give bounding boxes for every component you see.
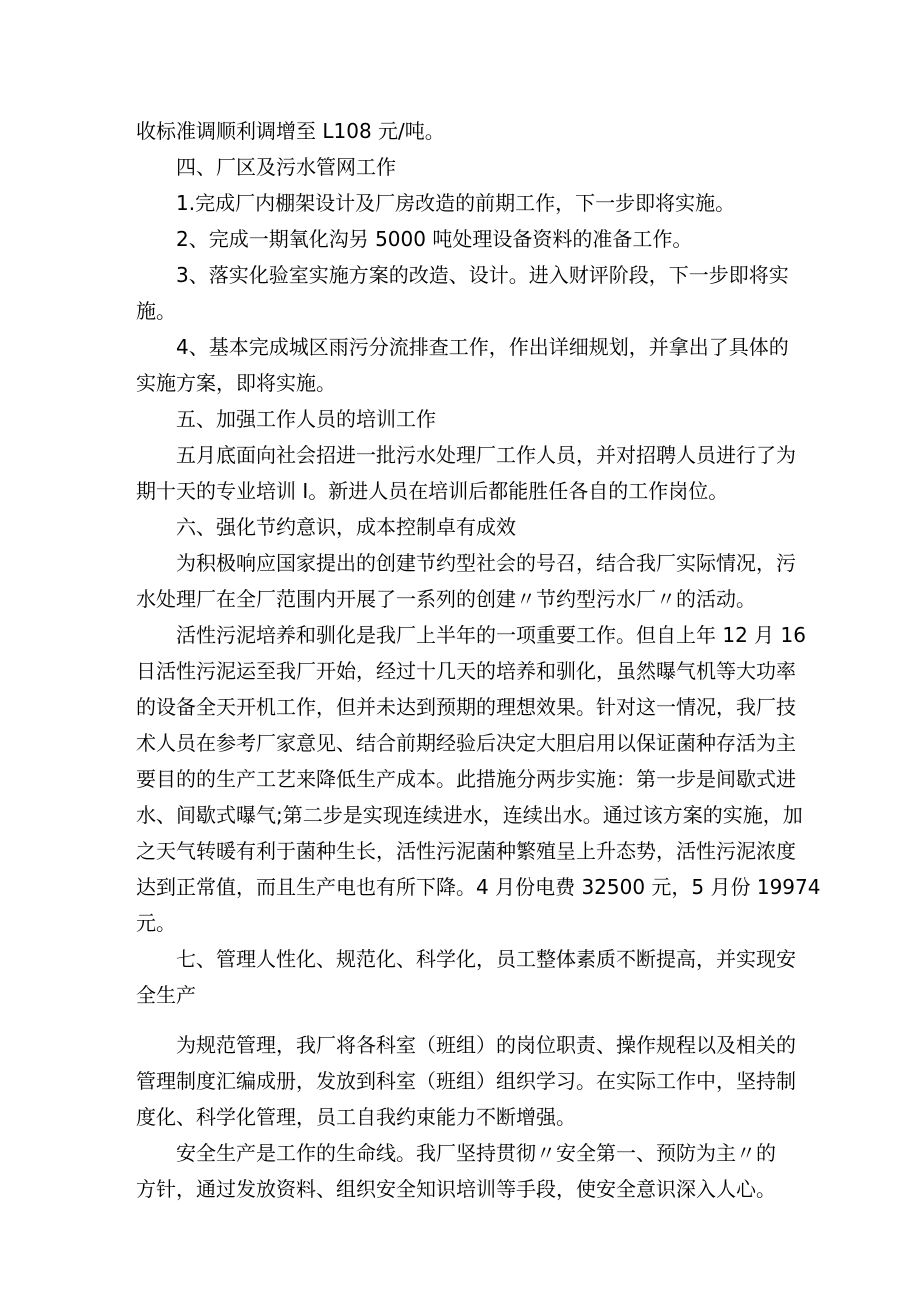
section-heading: 七、管理人性化、规范化、科学化，员工整体素质不断提高，并实现安 [176,947,796,971]
text-line: 术人员在参考厂家意见、结合前期经验后决定大胆启用以保证菌种存活为主 [136,731,796,755]
text-line: 3、落实化验室实施方案的改造、设计。进入财评阶段，下一步即将实 [176,263,789,287]
text-line: 管理制度汇编成册，发放到科室（班组）组织学习。在实际工作中，坚持制 [136,1069,796,1093]
text-line: 为规范管理，我厂将各科室（班组）的岗位职责、操作规程以及相关的 [176,1033,796,1057]
text-line: 期十天的专业培训 I。新进人员在培训后都能胜任各自的工作岗位。 [136,479,729,503]
text-line: 水处理厂在全厂范围内开展了一系列的创建〃节约型污水厂〃的活动。 [136,587,756,611]
text-line: 安全生产是工作的生命线。我厂坚持贯彻〃安全第一、预防为主〃的 [176,1141,776,1165]
text-line: 1.完成厂内棚架设计及厂房改造的前期工作，下一步即将实施。 [176,191,736,215]
text-line: 方针，通过发放资料、组织安全知识培训等手段，使安全意识深入人心。 [136,1177,776,1201]
text-line: 五月底面向社会招进一批污水处理厂工作人员，并对招聘人员进行了为 [176,443,796,467]
text-line: 活性污泥培养和驯化是我厂上半年的一项重要工作。但自上年 12 月 16 [176,623,806,647]
text-line: 要目的的生产工艺来降低生产成本。此措施分两步实施：第一步是间歇式进 [136,767,796,791]
text-line: 之天气转暖有利于菌种生长，活性污泥菌种繁殖呈上升态势，活性污泥浓度 [136,839,796,863]
text-line: 收标准调顺利调增至 L108 元/吨。 [136,119,445,143]
text-line: 的设备全天开机工作，但并未达到预期的理想效果。针对这一情况，我厂技 [136,695,796,719]
section-heading: 全生产 [136,983,196,1007]
text-line: 为积极响应国家提出的创建节约型社会的号召，结合我厂实际情况，污 [176,551,796,575]
document-body [136,113,821,1207]
text-line: 达到正常值，而且生产电也有所下降。4 月份电费 32500 元，5 月份 19974 [136,875,821,899]
text-line: 施。 [136,299,176,323]
text-line: 日活性污泥运至我厂开始，经过十几天的培养和驯化，虽然曝气机等大功率 [136,659,796,683]
section-heading: 五、加强工作人员的培训工作 [176,407,436,431]
text-line: 2、完成一期氧化沟另 5000 吨处理设备资料的准备工作。 [176,227,693,251]
text-line: 度化、科学化管理，员工自我约束能力不断增强。 [136,1105,576,1129]
text-line: 水、间歇式曝气;第二步是实现连续进水，连续出水。通过该方案的实施，加 [136,803,803,827]
section-heading: 六、强化节约意识，成本控制卓有成效 [176,515,516,539]
text-line: 4、基本完成城区雨污分流排查工作，作出详细规划，并拿出了具体的 [176,335,789,359]
section-heading: 四、厂区及污水管网工作 [176,155,396,179]
text-line: 元。 [136,911,176,935]
text-line: 实施方案，即将实施。 [136,371,336,395]
